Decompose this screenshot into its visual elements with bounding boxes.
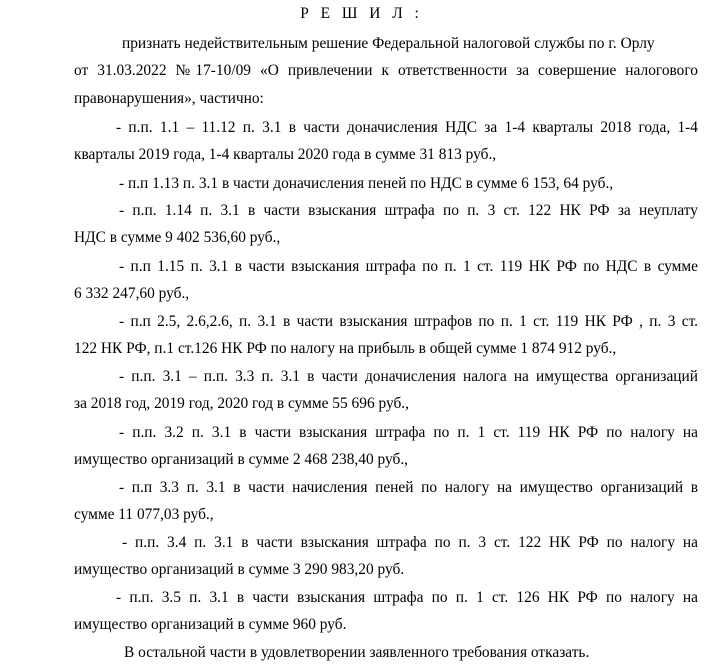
item-9-line-1: - п.п. 3.4 п. 3.1 в части взыскания штрафа по п. 3 ст. 122 НК РФ по налогу на — [122, 534, 698, 551]
item-8-line-1: - п.п 3.3 п. 3.1 в части начисления пеней по налогу на имущество организаций в — [119, 479, 698, 496]
document-heading: Р Е Ш И Л : — [300, 5, 423, 22]
item-5-line-1: - п.п 2.5, 2.6,2.6, п. 3.1 в части взыскания штрафов по п. 1 ст. 119 НК РФ , п. 3 ст. — [119, 313, 698, 330]
item-4-line-1: - п.п 1.15 п. 3.1 в части взыскания штрафа по п. 1 ст. 119 НК РФ по НДС в сумме — [119, 258, 698, 275]
intro-line-2: от 31.03.2022 №17-10/09 «О привлечении к ответственности за совершение налогового — [74, 62, 698, 79]
item-1-line-2: кварталы 2019 года, 1-4 кварталы 2020 года в сумме 31 813 руб., — [74, 146, 497, 163]
item-6-line-1: - п.п. 3.1 – п.п. 3.3 п. 3.1 в части доначисления налога на имущества организаций — [119, 368, 698, 385]
item-3-line-2: НДС в сумме 9 402 536,60 руб., — [74, 229, 281, 246]
item-2-line-1: - п.п 1.13 п. 3.1 в части доначисления пеней по НДС в сумме 6 153, 64 руб., — [119, 175, 614, 192]
closing-statement: В остальной части в удовлетворении заявленного требования отказать. — [124, 644, 590, 661]
item-3-line-1: - п.п. 1.14 п. 3.1 в части взыскания штрафа по п. 3 ст. 122 НК РФ за неуплату — [119, 202, 698, 219]
intro-line-1: признать недействительным решение Федеральной налоговой службы по г. Орлу — [122, 35, 655, 52]
item-7-line-2: имущество организаций в сумме 2 468 238,40 руб., — [74, 451, 409, 468]
item-9-line-2: имущество организаций в сумме 3 290 983,20 руб. — [74, 561, 405, 578]
item-7-line-1: - п.п. 3.2 п. 3.1 в части взыскания штрафа по п. 1 ст. 119 НК РФ по налогу на — [119, 424, 698, 441]
item-1-line-1: - п.п. 1.1 – 11.12 п. 3.1 в части доначисления НДС за 1-4 кварталы 2018 года, 1-4 — [116, 119, 698, 136]
item-4-line-2: 6 332 247,60 руб., — [74, 285, 190, 302]
intro-line-3: правонарушения», частично: — [74, 90, 264, 107]
item-5-line-2: 122 НК РФ, п.1 ст.126 НК РФ по налогу на прибыль в общей сумме 1 874 912 руб., — [74, 340, 617, 357]
item-6-line-2: за 2018 год, 2019 год, 2020 год в сумме 55 696 руб., — [74, 395, 409, 412]
item-10-line-1: - п.п. 3.5 п. 3.1 в части взыскания штрафа по п. 1 ст. 126 НК РФ по налогу на — [116, 589, 698, 606]
item-10-line-2: имущество организаций в сумме 960 руб. — [74, 616, 347, 633]
item-8-line-2: сумме 11 077,03 руб., — [74, 506, 214, 523]
